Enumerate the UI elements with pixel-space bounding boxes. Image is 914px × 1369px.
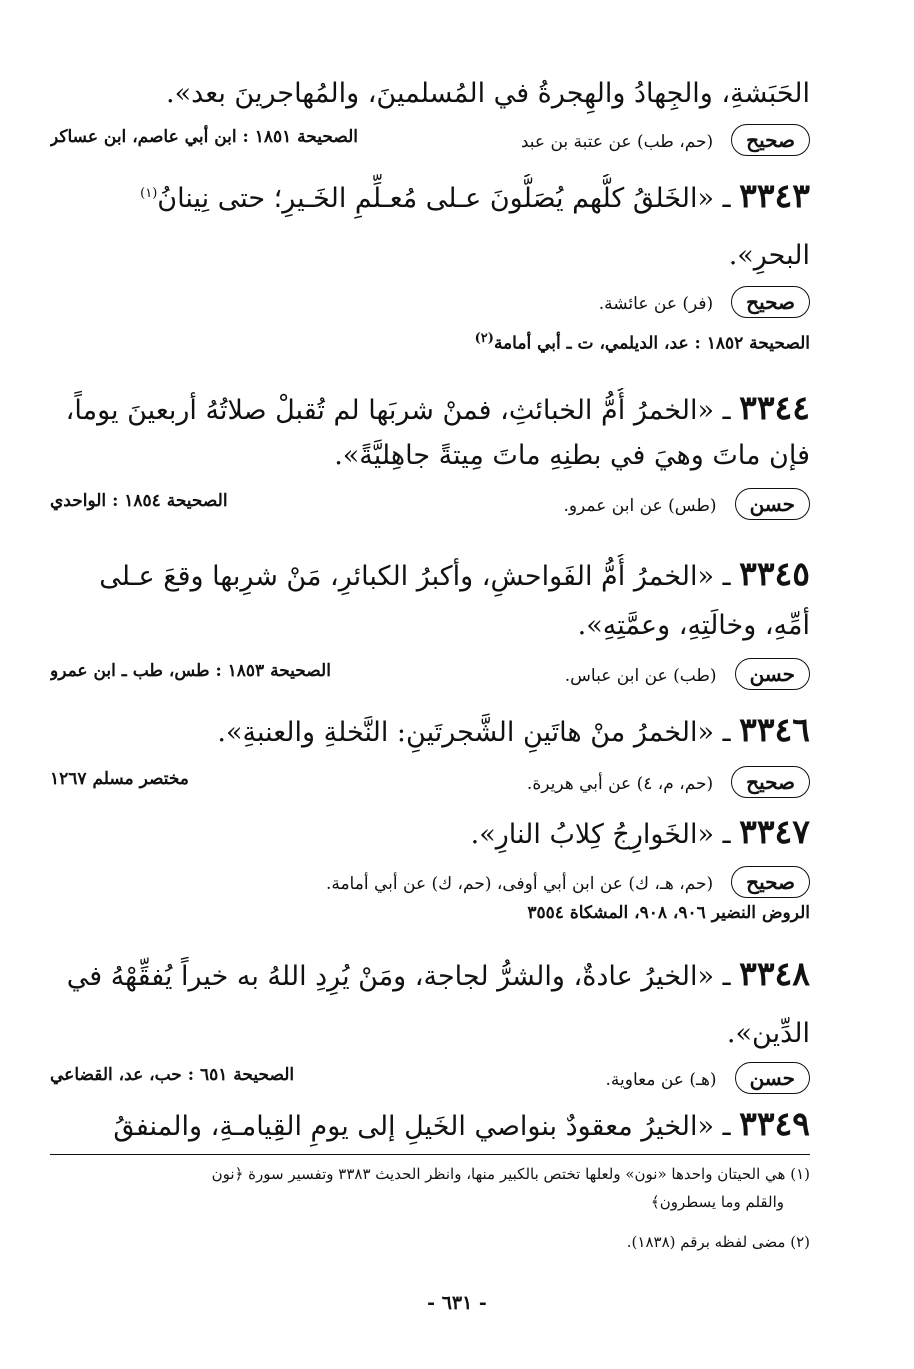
hadith-continuation: فإن ماتَ وهيَ في بطنِهِ ماتَ مِيتةً جاهِليَّةً». — [334, 440, 810, 471]
grade-badge: حسن — [735, 488, 810, 520]
hadith-continuation: أُمِّهِ، وخالَتِهِ، وعمَّتِهِ». — [577, 610, 810, 641]
reference-text: الصحيحة ١٨٥٣ : طس، طب ـ ابن عمرو — [50, 661, 331, 681]
reference-line: الروض النضير ٩٠٦، ٩٠٨، المشكاة ٣٥٥٤ — [527, 903, 810, 923]
hadith-3346 — [50, 710, 810, 753]
source-row-3348 — [50, 1062, 810, 1094]
hadith-3343 — [50, 174, 810, 219]
hadith-3348 — [50, 954, 810, 997]
hadith-number: ٣٣٤٨ — [739, 954, 810, 993]
hadith-text: ـ «الخمرُ منْ هاتَينِ الشَّجرتَينِ: النَّخلةِ والعنبةِ». — [217, 717, 731, 748]
hadith-3345 — [50, 554, 810, 597]
source-row-3347 — [50, 866, 810, 898]
hadith-text: ـ «الخمرُ أُمُّ الخبائثِ، فمنْ شربَها لم تُقبلْ صلاتُهُ أربعينَ يوماً، — [65, 395, 731, 426]
hadith-number: ٣٣٤٥ — [739, 554, 810, 593]
footnote-divider — [50, 1154, 810, 1155]
source-text: (فر) عن عائشة. — [598, 294, 714, 314]
footnote-marker: (١) — [140, 186, 158, 201]
hadith-3349 — [50, 1104, 810, 1147]
continued-text: الحَبَشةِ، والجِهادُ والهِجرةُ في المُسلمينَ، والمُهاجرينَ بعد». — [166, 78, 810, 109]
footnote-2: (٢) مضى لفظه برقم (١٨٣٨). — [626, 1233, 810, 1251]
hadith-text: ـ «الخيرُ عادةٌ، والشرُّ لجاجة، ومَنْ يُرِدِ اللهُ به خيراً يُفقِّهْهُ في — [66, 961, 731, 992]
hadith-number: ٣٣٤٩ — [739, 1104, 810, 1143]
grade-badge: حسن — [735, 658, 810, 690]
hadith-text: ـ «الخمرُ أُمُّ الفَواحشِ، وأكبرُ الكبائرِ، مَنْ شرِبها وقعَ عـلى — [99, 561, 731, 592]
hadith-text: ـ «الخيرُ معقودٌ بنواصي الخَيلِ إلى يومِ القِيامـةِ، والمنفقُ — [113, 1111, 731, 1142]
hadith-number: ٣٣٤٦ — [739, 710, 810, 749]
source-text: (طب) عن ابن عباس. — [564, 666, 717, 686]
reference-line — [50, 326, 810, 357]
grade-badge: صحيح — [731, 286, 810, 318]
grade-badge: صحيح — [731, 124, 810, 156]
source-row-3342 — [50, 124, 810, 156]
hadith-number: ٣٣٤٤ — [739, 388, 810, 427]
source-text: (طس) عن ابن عمرو. — [563, 496, 717, 516]
source-text: (هـ) عن معاوية. — [605, 1070, 717, 1090]
hadith-3347 — [50, 812, 810, 855]
page-number: - ٦٣١ - — [427, 1292, 487, 1314]
reference-text: مختصر مسلم ١٢٦٧ — [50, 769, 189, 789]
source-row-3344 — [50, 488, 810, 520]
grade-badge: صحيح — [731, 866, 810, 898]
source-text: (حم، م، ٤) عن أبي هريرة. — [526, 774, 714, 794]
hadith-3344 — [50, 388, 810, 431]
source-row-3345 — [50, 658, 810, 690]
hadith-number: ٣٣٤٣ — [739, 176, 810, 215]
hadith-continuation: البحرِ». — [728, 240, 810, 271]
source-row-3346 — [50, 766, 810, 798]
source-text: (حم، طب) عن عتبة بن عبد — [520, 132, 714, 152]
hadith-text: ـ «الخَوارِجُ كِلابُ النارِ». — [470, 819, 731, 850]
source-text: (حم، هـ، ك) عن ابن أبي أوفى، (حم، ك) عن أبي أمامة. — [325, 874, 714, 894]
footnote-marker: (٢) — [474, 331, 494, 346]
hadith-number: ٣٣٤٧ — [739, 812, 810, 851]
reference-text: الصحيحة ١٨٥١ : ابن أبي عاصم، ابن عساكر — [50, 127, 359, 147]
footnote-1-continuation: والقلم وما يسطرون﴾ — [650, 1193, 784, 1211]
grade-badge: حسن — [735, 1062, 810, 1094]
hadith-continuation: الدِّين». — [726, 1018, 810, 1049]
grade-badge: صحيح — [731, 766, 810, 798]
reference-text: الصحيحة ٦٥١ : حب، عد، القضاعي — [50, 1065, 295, 1085]
source-row-3343 — [50, 286, 810, 318]
reference-text: الصحيحة ١٨٥٤ : الواحدي — [50, 491, 228, 511]
footnote-1: (١) هي الحيتان واحدها «نون» ولعلها تختص بالكبير منها، وانظر الحديث ٣٣٨٣ وتفسير سورة ﴿نون — [211, 1165, 810, 1183]
reference-text: الصحيحة ١٨٥٢ : عد، الديلمي، ت ـ أبي أمامة — [493, 333, 810, 354]
hadith-text: ـ «الخَلقُ كلُّهم يُصَلُّونَ عـلى مُعـلِّمِ الخَـيرِ؛ حتى نِينانُ — [157, 183, 731, 214]
